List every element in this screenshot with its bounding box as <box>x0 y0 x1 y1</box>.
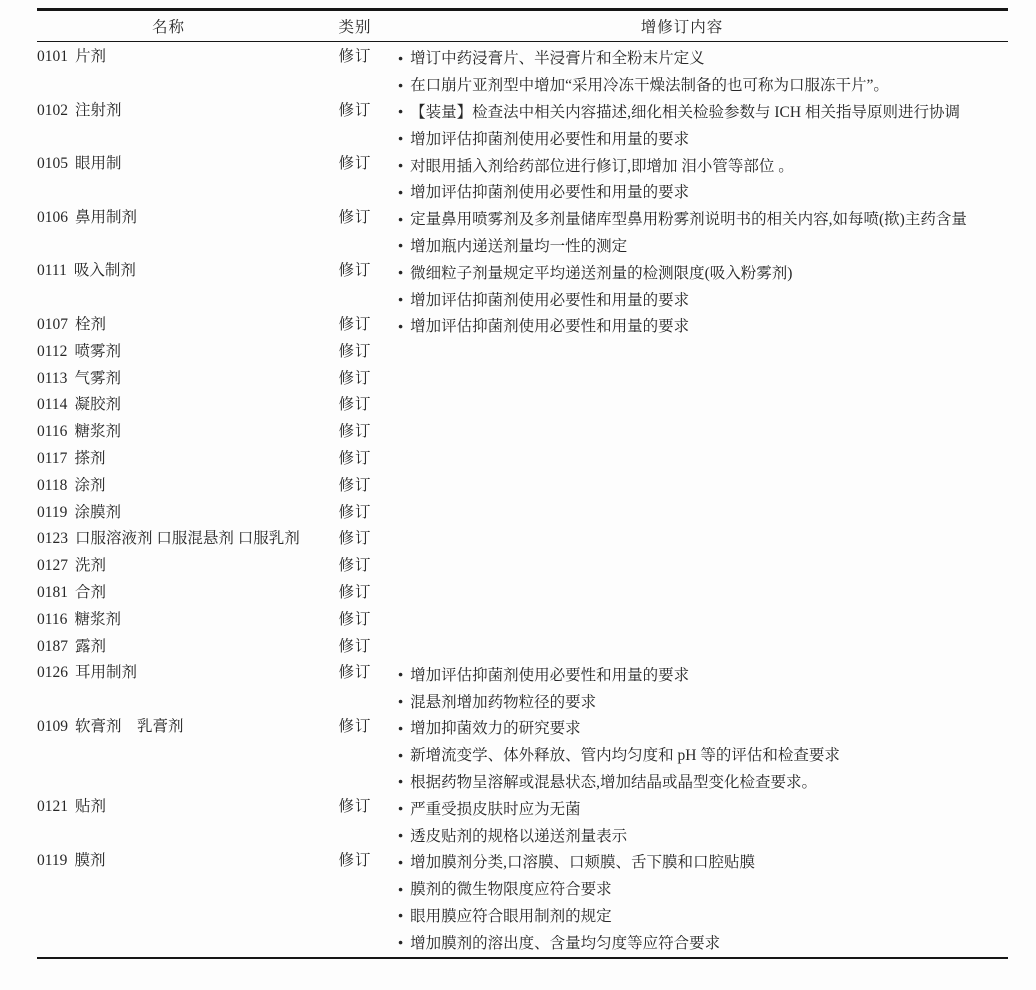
row-content <box>380 473 1008 500</box>
bullet-icon: ● <box>398 722 404 733</box>
row-content <box>380 607 1008 634</box>
row-title: 贴剂 <box>75 798 107 816</box>
row-content <box>380 634 1008 661</box>
row-name <box>37 366 330 393</box>
row-category: 修订 <box>338 449 372 467</box>
row-title: 气雾剂 <box>74 369 121 387</box>
row-code: 0111 <box>37 262 67 280</box>
revision-item-text: 增加评估抑菌剂使用必要性和用量的要求 <box>410 130 690 148</box>
row-title: 涂膜剂 <box>74 503 121 521</box>
bullet-icon: ● <box>398 240 404 251</box>
row-name <box>37 794 330 848</box>
row-code: 0102 <box>37 101 68 119</box>
row-title: 眼用制 <box>75 155 122 173</box>
revision-item-text: 微细粒子剂量规定平均递送剂量的检测限度(吸入粉雾剂) <box>410 264 793 282</box>
row-category: 修订 <box>338 155 372 173</box>
revision-item-text: 新增流变学、体外释放、管内均匀度和 pH 等的评估和检查要求 <box>410 747 840 765</box>
row-code: 0116 <box>37 610 68 628</box>
row-name <box>37 44 330 98</box>
bullet-icon: ● <box>398 910 404 921</box>
row-title: 软膏剂 乳膏剂 <box>75 717 184 735</box>
row-title: 膜剂 <box>74 851 106 869</box>
row-title: 涂剂 <box>74 476 106 494</box>
row-code: 0112 <box>37 342 68 360</box>
row-category: 修订 <box>338 557 372 575</box>
row-name <box>37 98 330 152</box>
revision-item <box>398 312 1008 339</box>
revision-item-text: 增订中药浸膏片、半浸膏片和全粉末片定义 <box>410 50 705 68</box>
row-content <box>380 714 1008 794</box>
table-row <box>37 500 1008 527</box>
row-name <box>37 392 330 419</box>
bullet-icon: ● <box>398 133 404 144</box>
revision-item-text: 增加评估抑菌剂使用必要性和用量的要求 <box>410 291 690 309</box>
bullet-icon: ● <box>398 669 404 680</box>
revision-item <box>398 848 1008 875</box>
row-title: 糖浆剂 <box>74 610 121 628</box>
row-name <box>37 473 330 500</box>
row-content <box>380 258 1008 312</box>
revision-item <box>398 768 1008 795</box>
row-title: 洗剂 <box>75 557 107 575</box>
row-code: 0105 <box>37 155 68 173</box>
row-content <box>380 312 1008 339</box>
row-code: 0107 <box>37 315 68 333</box>
table-row <box>37 848 1008 955</box>
bullet-icon: ● <box>398 79 404 90</box>
row-code: 0118 <box>37 476 68 494</box>
revision-item <box>398 902 1008 929</box>
row-category: 修订 <box>338 851 372 869</box>
bullet-icon: ● <box>398 160 404 171</box>
revision-item-text: 增加评估抑菌剂使用必要性和用量的要求 <box>410 666 690 684</box>
revision-item <box>398 151 1008 178</box>
table-row <box>37 419 1008 446</box>
row-name <box>37 714 330 794</box>
table-row <box>37 98 1008 152</box>
row-content <box>380 526 1008 553</box>
table-row <box>37 392 1008 419</box>
bullet-icon: ● <box>398 749 404 760</box>
revision-item-text: 增加评估抑菌剂使用必要性和用量的要求 <box>410 184 690 202</box>
bullet-icon: ● <box>398 803 404 814</box>
bullet-icon: ● <box>398 294 404 305</box>
row-category: 修订 <box>338 798 372 816</box>
bullet-icon: ● <box>398 320 404 331</box>
row-name <box>37 660 330 714</box>
revision-item-text: 对眼用插入剂给药部位进行修订,即增加 泪小管等部位 。 <box>410 157 794 175</box>
revision-item <box>398 714 1008 741</box>
row-category: 修订 <box>338 342 372 360</box>
revision-item <box>398 232 1008 259</box>
revision-item <box>398 741 1008 768</box>
revision-item <box>398 875 1008 902</box>
row-category: 修订 <box>338 503 372 521</box>
row-category: 修订 <box>338 610 372 628</box>
row-name <box>37 151 330 205</box>
row-code: 0126 <box>37 664 68 682</box>
bullet-icon: ● <box>398 937 404 948</box>
row-name <box>37 419 330 446</box>
row-category: 修订 <box>338 396 372 414</box>
row-name <box>37 339 330 366</box>
revision-item <box>398 98 1008 125</box>
table-row <box>37 553 1008 580</box>
revision-item-text: 根据药物呈溶解或混悬状态,增加结晶或晶型变化检查要求。 <box>410 773 818 791</box>
table-row <box>37 714 1008 794</box>
row-title: 糖浆剂 <box>74 423 121 441</box>
row-title: 耳用制剂 <box>75 664 138 682</box>
row-content <box>380 794 1008 848</box>
table-row <box>37 446 1008 473</box>
revision-item <box>398 178 1008 205</box>
row-title: 喷雾剂 <box>74 342 121 360</box>
row-code: 0121 <box>37 798 68 816</box>
bullet-icon: ● <box>398 883 404 894</box>
bullet-icon: ● <box>398 776 404 787</box>
bullet-icon: ● <box>398 267 404 278</box>
row-category: 修订 <box>338 369 372 387</box>
row-name <box>37 553 330 580</box>
row-name <box>37 848 330 955</box>
row-content <box>380 580 1008 607</box>
revision-item <box>398 258 1008 285</box>
revision-item-text: 增加评估抑菌剂使用必要性和用量的要求 <box>410 318 690 336</box>
bullet-icon: ● <box>398 186 404 197</box>
revision-item <box>398 687 1008 714</box>
revision-item <box>398 71 1008 98</box>
bullet-icon: ● <box>398 696 404 707</box>
row-name <box>37 526 330 553</box>
row-content <box>380 446 1008 473</box>
revision-item <box>398 821 1008 848</box>
revision-item-text: 混悬剂增加药物粒径的要求 <box>410 693 597 711</box>
revision-item <box>398 44 1008 71</box>
row-title: 吸入制剂 <box>73 262 136 280</box>
row-name <box>37 446 330 473</box>
table-row <box>37 526 1008 553</box>
table-row <box>37 794 1008 848</box>
revision-item-text: 透皮贴剂的规格以递送剂量表示 <box>410 827 628 845</box>
row-title: 片剂 <box>75 48 107 65</box>
revision-item-text: 增加膜剂分类,口溶膜、口颊膜、舌下膜和口腔贴膜 <box>410 854 756 872</box>
table-header-row <box>37 8 1008 42</box>
row-content <box>380 151 1008 205</box>
row-category: 修订 <box>338 48 372 65</box>
bullet-icon: ● <box>398 106 404 117</box>
revision-item <box>398 928 1008 955</box>
table-row <box>37 258 1008 312</box>
row-title: 口服溶液剂 口服混悬剂 口服乳剂 <box>75 530 300 548</box>
row-code: 0114 <box>37 396 68 414</box>
row-title: 栓剂 <box>75 315 107 333</box>
row-content <box>380 419 1008 446</box>
row-code: 0127 <box>37 557 68 575</box>
row-code: 0181 <box>37 583 68 601</box>
row-content <box>380 392 1008 419</box>
row-title: 鼻用制剂 <box>75 208 138 226</box>
revision-item-text: 在口崩片亚剂型中增加“采用冷冻干燥法制备的也可称为口服冻干片”。 <box>410 77 889 95</box>
row-name <box>37 258 330 312</box>
table-row <box>37 366 1008 393</box>
row-code: 0119 <box>37 503 68 521</box>
revision-item <box>398 205 1008 232</box>
row-name <box>37 580 330 607</box>
row-name <box>37 312 330 339</box>
revision-item-text: 严重受损皮肤时应为无菌 <box>410 800 581 818</box>
row-content <box>380 339 1008 366</box>
revision-item-text: 定量鼻用喷雾剂及多剂量储库型鼻用粉雾剂说明书的相关内容,如每喷(揿)主药含量 <box>410 211 967 229</box>
revision-item <box>398 660 1008 687</box>
table-row <box>37 151 1008 205</box>
row-code: 0117 <box>37 449 68 467</box>
table-row <box>37 339 1008 366</box>
row-category: 修订 <box>338 315 372 333</box>
row-code: 0119 <box>37 851 68 869</box>
row-title: 搽剂 <box>74 449 106 467</box>
row-category: 修订 <box>338 530 372 548</box>
bullet-icon: ● <box>398 213 404 224</box>
revision-item <box>398 285 1008 312</box>
row-content <box>380 848 1008 955</box>
row-content <box>380 98 1008 152</box>
row-category: 修订 <box>338 423 372 441</box>
row-category: 修订 <box>338 717 372 735</box>
revision-item <box>398 124 1008 151</box>
table-row <box>37 580 1008 607</box>
row-title: 合剂 <box>75 583 107 601</box>
bullet-icon: ● <box>398 830 404 840</box>
table-row <box>37 473 1008 500</box>
row-title: 露剂 <box>75 637 107 655</box>
bullet-icon: ● <box>398 856 404 867</box>
row-code: 0101 <box>37 48 68 65</box>
row-name <box>37 634 330 661</box>
row-title: 注射剂 <box>75 101 122 119</box>
row-category: 修订 <box>338 101 372 119</box>
row-code: 0123 <box>37 530 68 548</box>
table-row <box>37 312 1008 339</box>
table-row <box>37 607 1008 634</box>
row-content <box>380 500 1008 527</box>
column-header-name: 名称 <box>151 19 185 36</box>
revision-item-text: 增加瓶内递送剂量均一性的测定 <box>410 237 628 255</box>
table-body <box>37 42 1008 959</box>
revision-item <box>398 794 1008 821</box>
column-header-content: 增修订内容 <box>640 19 724 36</box>
row-category: 修订 <box>338 208 372 226</box>
revision-item-text: 增加抑菌效力的研究要求 <box>410 720 581 738</box>
row-category: 修订 <box>338 262 372 280</box>
row-code: 0109 <box>37 717 68 735</box>
column-header-category: 类别 <box>338 19 372 36</box>
table-row <box>37 44 1008 98</box>
table-row <box>37 205 1008 259</box>
row-content <box>380 44 1008 98</box>
row-content <box>380 366 1008 393</box>
row-category: 修订 <box>338 476 372 494</box>
table-row <box>37 634 1008 661</box>
row-content <box>380 660 1008 714</box>
revision-item-text: 膜剂的微生物限度应符合要求 <box>410 881 612 899</box>
row-name <box>37 607 330 634</box>
row-name <box>37 205 330 259</box>
row-content <box>380 553 1008 580</box>
row-title: 凝胶剂 <box>74 396 121 414</box>
row-code: 0113 <box>37 369 68 387</box>
revision-item-text: 眼用膜应符合眼用制剂的规定 <box>410 907 612 925</box>
row-code: 0106 <box>37 208 68 226</box>
row-category: 修订 <box>338 664 372 682</box>
row-category: 修订 <box>338 583 372 601</box>
table-row <box>37 660 1008 714</box>
row-category: 修订 <box>338 637 372 655</box>
revision-item-text: 【装量】检查法中相关内容描述,细化相关检验参数与 ICH 相关指导原则进行协调 <box>410 103 960 121</box>
row-code: 0187 <box>37 637 68 655</box>
row-code: 0116 <box>37 423 68 441</box>
row-content <box>380 205 1008 259</box>
revision-item-text: 增加膜剂的溶出度、含量均匀度等应符合要求 <box>410 934 721 952</box>
bullet-icon: ● <box>398 52 404 63</box>
revision-table <box>37 8 1008 959</box>
row-name <box>37 500 330 527</box>
